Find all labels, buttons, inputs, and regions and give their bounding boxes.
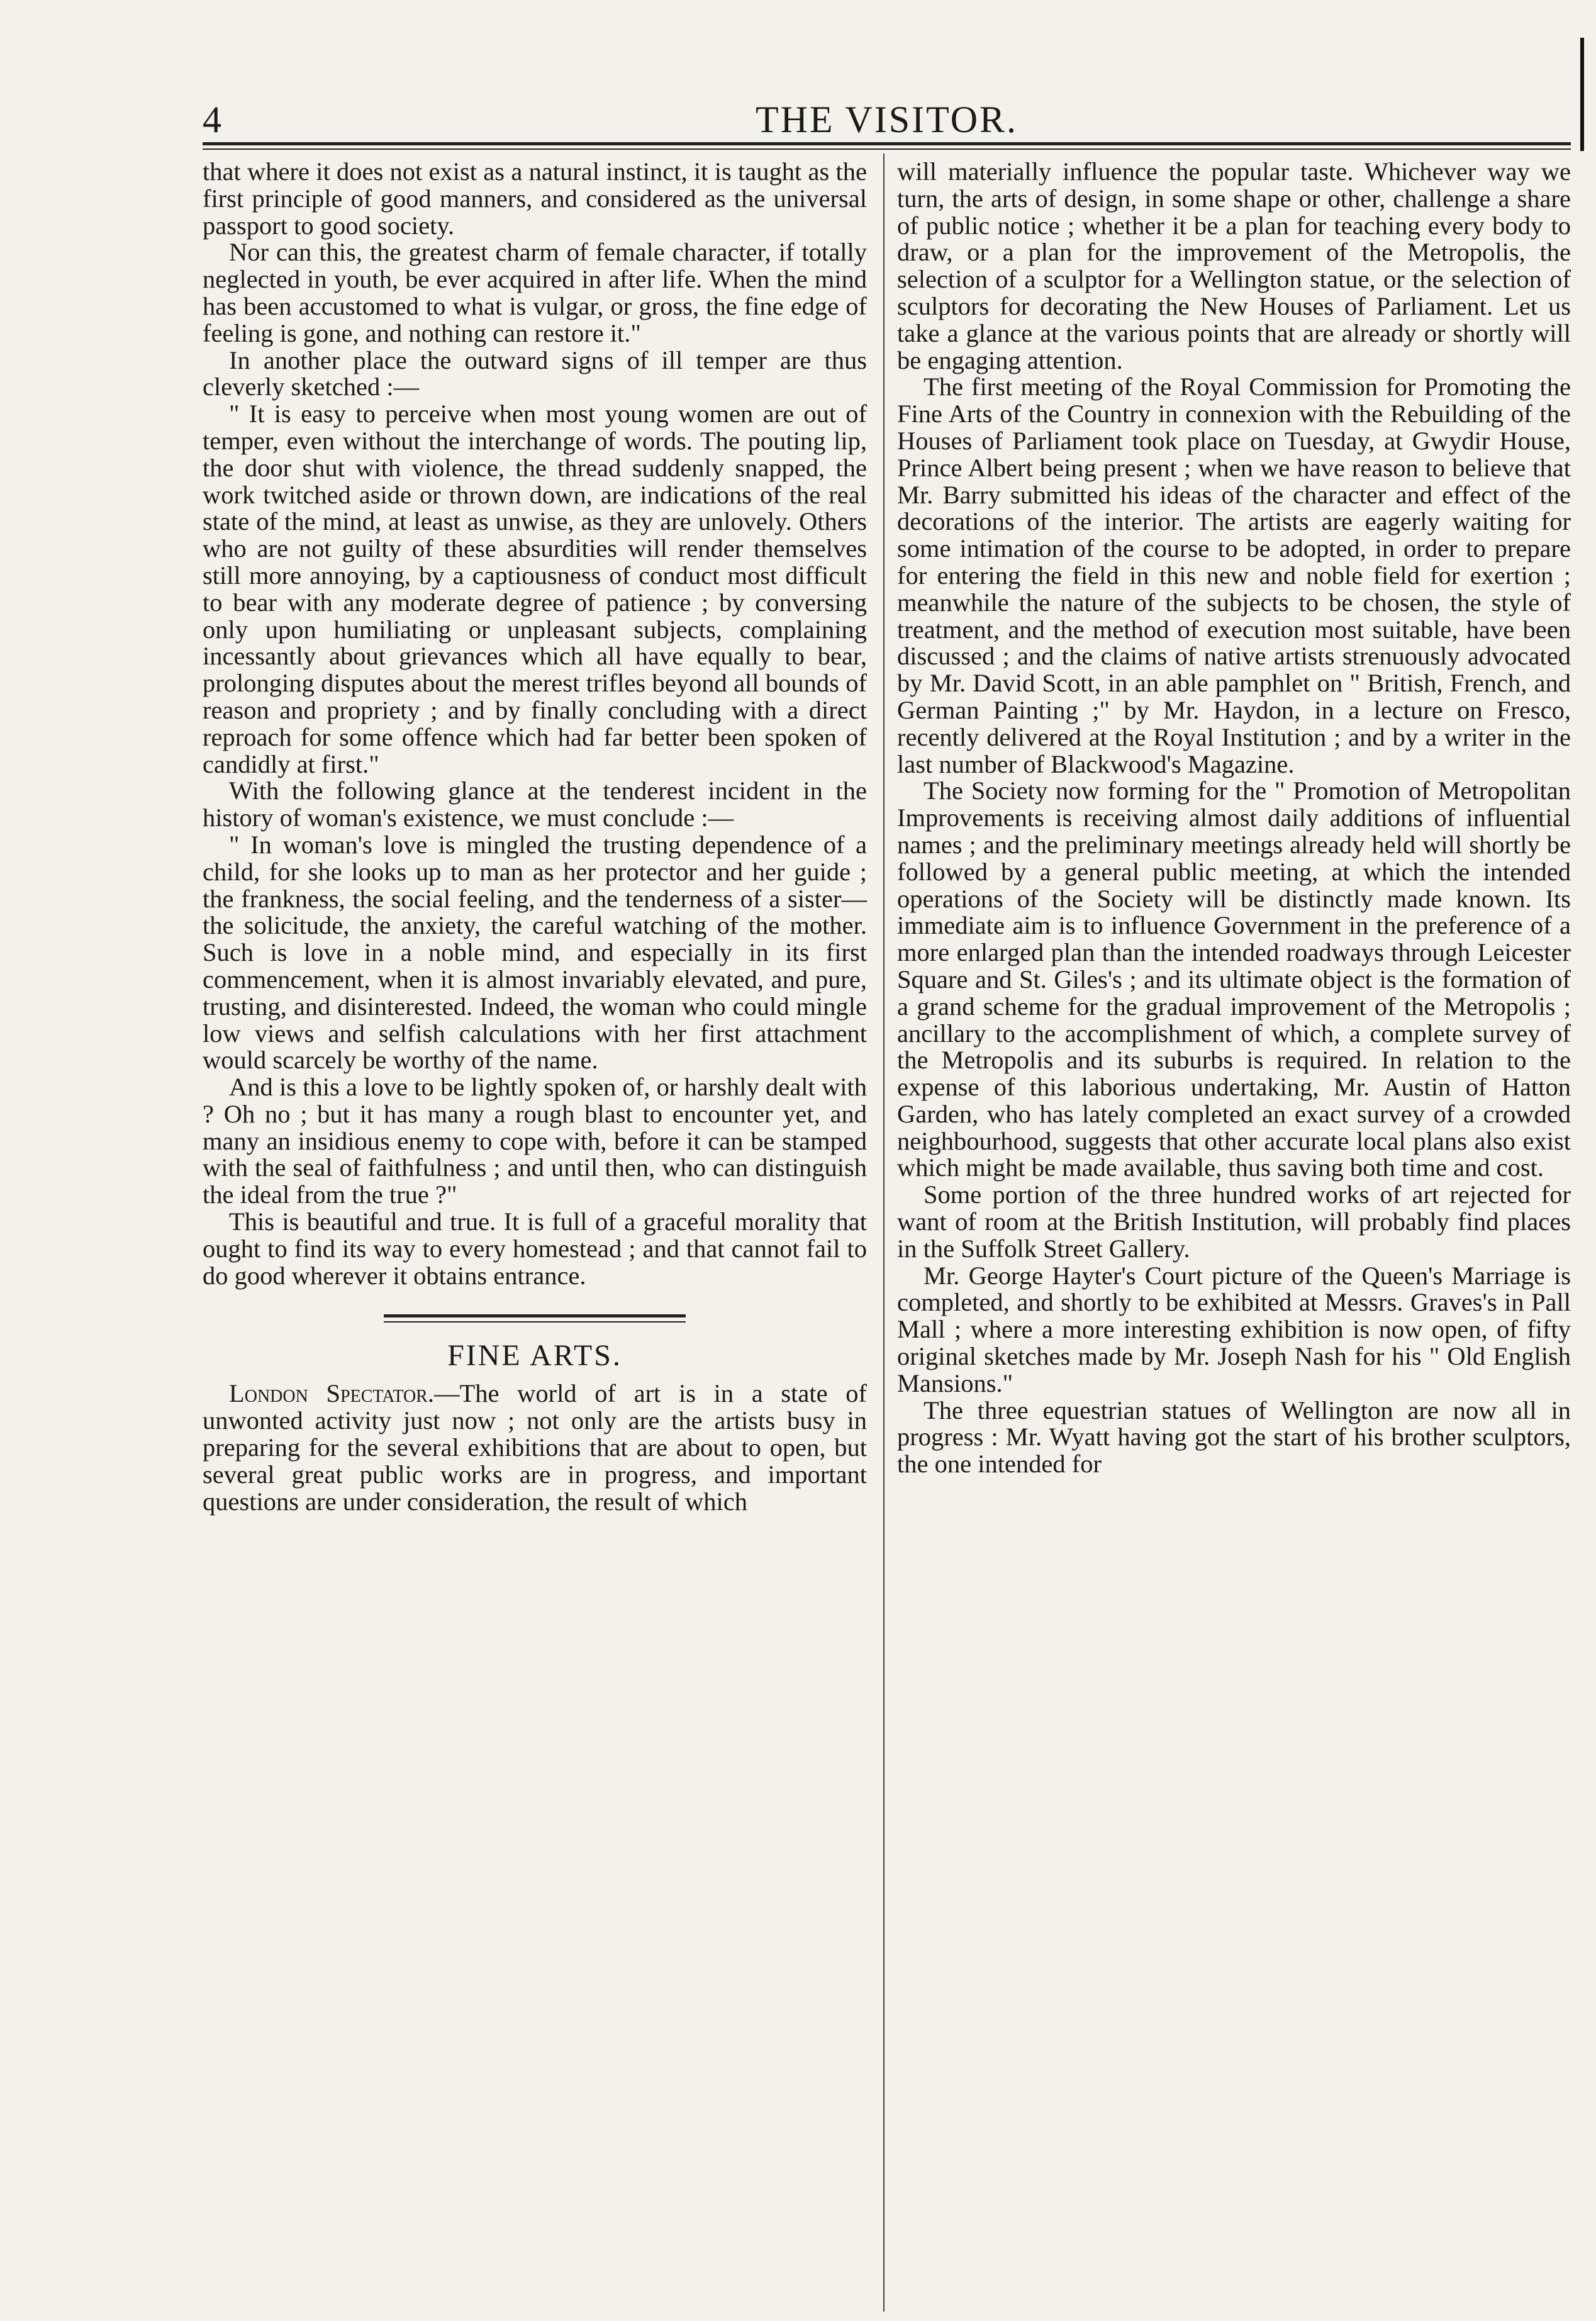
section-divider [384,1314,686,1323]
left-paragraph-5: With the following glance at the tenderest incident in the history of woman's existence, we must conclude :— [203,776,867,832]
section-divider-thin [384,1321,686,1323]
left-paragraph-9-text: —The world of art is in a state of unwonted activity just now ; not only are the artists busy in preparing for the several exhibitions that are about to open, but several great public works are in progress, and important questions are under consideration, the result of which [203,1379,867,1516]
left-paragraph-9 [203,1380,867,1515]
header-rule-thin [203,148,1571,150]
left-column [203,159,867,1515]
right-paragraph-5: Mr. George Hayter's Court picture of the Queen's Marriage is completed, and shortly to be exhibited at Messrs. Graves's in Pall Mall ; where a more interesting exhibition is now open, of fifty original sketches made by Mr. Joseph Nash for his " Old English Mansions." [897,1261,1571,1397]
right-paragraph-4: Some portion of the three hundred works of art rejected for want of room at the British Institution, will probably find places in the Suffolk Street Gallery. [897,1180,1571,1263]
binding-edge-mark [1580,38,1584,151]
source-lead: London Spectator. [229,1379,434,1408]
right-paragraph-2: The first meeting of the Royal Commission for Promoting the Fine Arts of the Country in connexion with the Rebuilding of the Houses of Parliament took place on Tuesday, at Gwydir House, Prince Albert being present ; when we have reason to believe that Mr. Barry submitted his ideas of the character and effect of the decorations of the interior. The artists are eagerly waiting for some intimation of the course to be adopted, in order to prepare for entering the field in this new and noble field for exertion ; meanwhile the nature of the subjects to be chosen, the style of treatment, and the method of execution most suitable, have been discussed ; and the claims of native artists strenuously advocated by Mr. David Scott, in an able pamphlet on " British, French, and German Painting ;" by Mr. Haydon, in a lecture on Fresco, recently delivered at the Royal Institution ; and by a writer in the last number of Blackwood's Magazine. [897,372,1571,778]
left-paragraph-2: Nor can this, the greatest charm of female character, if totally neglected in youth, be ever acquired in after life. When the mind has been accustomed to what is vulgar, or gross, the fine edge of feeling is gone, and nothing can restore it." [203,238,867,347]
column-divider [883,154,884,2312]
section-title: FINE ARTS. [447,1339,622,1373]
running-title: THE VISITOR. [755,99,1018,140]
left-paragraph-1: that where it does not exist as a natural instinct, it is taught as the first principle of good manners, and considered as the universal passport to good society. [203,157,867,240]
header-rule-thick [203,142,1571,145]
page-header [203,93,1571,146]
left-paragraph-7: And is this a love to be lightly spoken of, or harshly dealt with ? Oh no ; but it has many a rough blast to encounter yet, and many an insidious enemy to cope with, before it can be stamped with the seal of faithfulness ; and until then, who can distinguish the ideal from the true ?" [203,1073,867,1209]
right-paragraph-1: will materially influence the popular taste. Whichever way we turn, the arts of design, in some shape or other, challenge a share of public notice ; whether it be a plan for teaching every body to draw, or a plan for the improvement of the Metropolis, the selection of a sculptor for a Wellington statue, or the selection of sculptors for decorating the New Houses of Parliament. Let us take a glance at the various points that are already or shortly will be engaging attention. [897,157,1571,374]
left-paragraph-4: " It is easy to perceive when most young women are out of temper, even without the interchange of words. The pouting lip, the door shut with violence, the thread suddenly snapped, the work twitched aside or thrown down, are indications of the real state of the mind, at least as unwise, as they are unlovely. Others who are not guilty of these absurdities will render themselves still more annoying, by a captiousness of conduct most difficult to bear with any moderate degree of patience ; by conversing only upon humiliating or unpleasant subjects, complaining incessantly about grievances which all have equally to bear, prolonging disputes about the merest trifles beyond all bounds of reason and propriety ; and by finally concluding with a direct reproach for some offence which had far better been spoken of candidly at first." [203,400,867,778]
left-paragraph-6: " In woman's love is mingled the trusting dependence of a child, for she looks up to man as her protector and her guide ; the frankness, the social feeling, and the tenderness of a sister—the solicitude, the anxiety, the careful watching of the mother. Such is love in a noble mind, and especially in its first commencement, when it is almost invariably elevated, and pure, trusting, and disinterested. Indeed, the woman who could mingle low views and selfish calculations with her first attachment would scarcely be worthy of the name. [203,830,867,1075]
page-number: 4 [203,99,221,140]
left-paragraph-8: This is beautiful and true. It is full of a graceful morality that ought to find its way to every homestead ; and that cannot fail to do good wherever it obtains entrance. [203,1207,867,1290]
right-column [897,159,1571,1478]
left-paragraph-3: In another place the outward signs of ill temper are thus cleverly sketched :— [203,345,867,401]
right-paragraph-3: The Society now forming for the " Promotion of Metropolitan Improvements is receiving almost daily additions of influential names ; and the preliminary meetings already held will shortly be followed by a general public meeting, at which the intended operations of the Society will be distinctly made known. Its immediate aim is to influence Government in the preference of a more enlarged plan than the intended roadways through Leicester Square and St. Giles's ; and its ultimate object is the formation of a grand scheme for the gradual improvement of the Metropolis ; ancillary to the accomplishment of which, a complete survey of the Metropolis and its suburbs is required. In relation to the expense of this laborious undertaking, Mr. Austin of Hatton Garden, who has lately completed an exact survey of a crowded neighbourhood, suggests that other accurate local plans also exist which might be made available, thus saving both time and cost. [897,776,1571,1182]
right-paragraph-6: The three equestrian statues of Wellington are now all in progress : Mr. Wyatt having got the start of his brother sculptors, the one intended for [897,1395,1571,1479]
section-divider-thick [384,1314,686,1317]
